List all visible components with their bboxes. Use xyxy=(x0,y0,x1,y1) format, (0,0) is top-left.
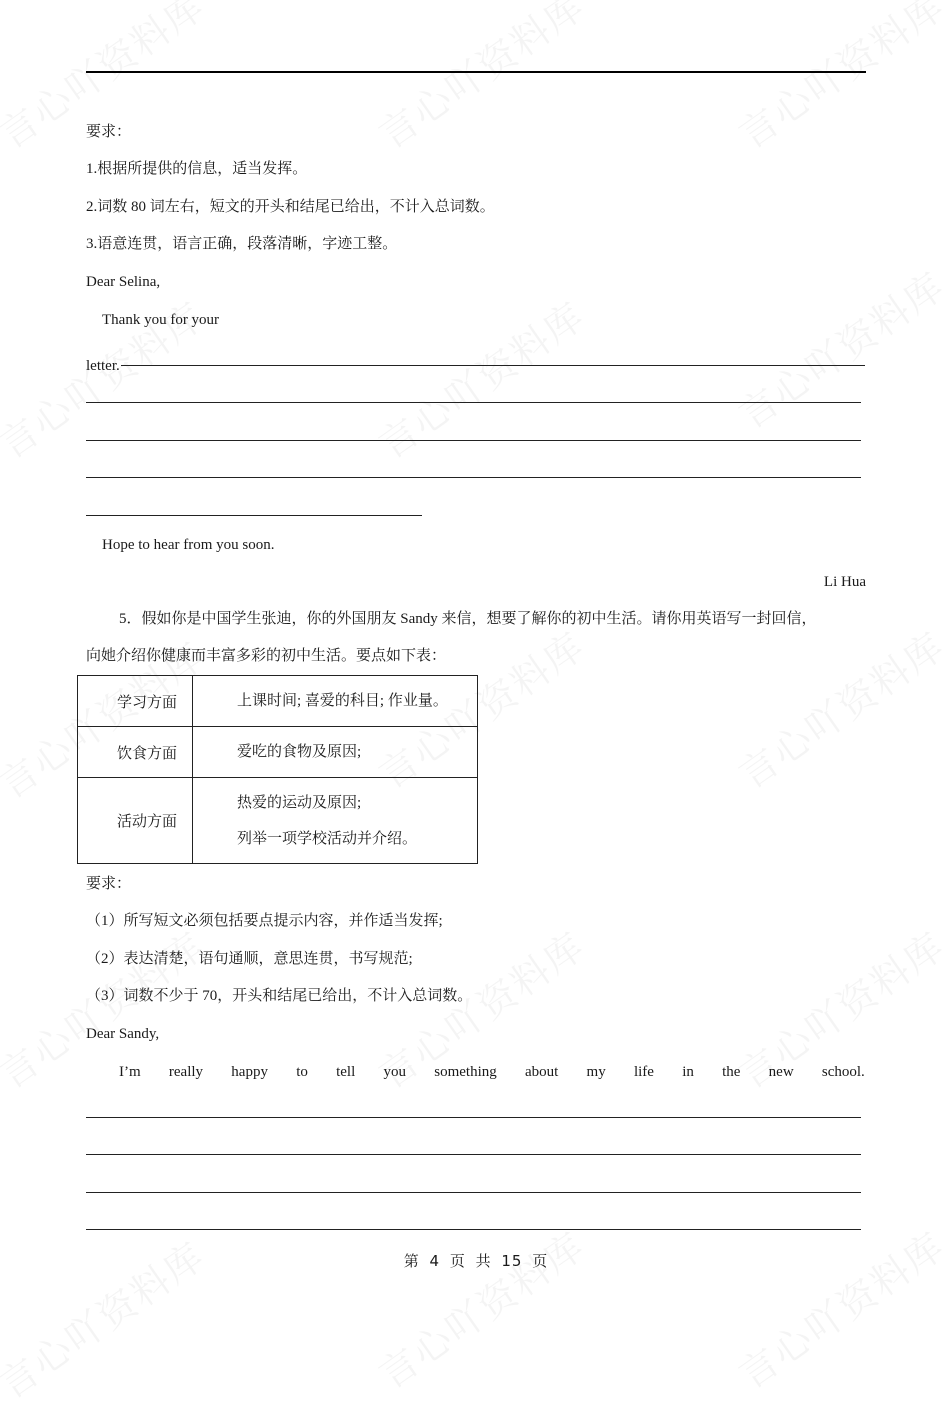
table-cell-points xyxy=(194,676,477,726)
watermark-text xyxy=(726,1216,952,1399)
table-cell-aspect: 活动方面 xyxy=(78,778,193,863)
word: tell xyxy=(336,1064,356,1080)
watermark-text xyxy=(726,0,952,159)
letter-opening: Thank you for your xyxy=(102,312,220,328)
word: my xyxy=(586,1064,606,1080)
word: to xyxy=(296,1064,308,1080)
answer-line xyxy=(86,1117,861,1118)
requirement-item: 1.根据所提供的信息，适当发挥。 xyxy=(86,161,308,177)
key-points-table xyxy=(77,675,478,864)
answer-line xyxy=(86,1229,861,1230)
requirements-title: 要求： xyxy=(86,124,132,140)
answer-line xyxy=(86,477,861,478)
word: I’m xyxy=(119,1064,141,1080)
requirements-title: 要求： xyxy=(86,876,132,892)
table-cell-aspect: 饮食方面 xyxy=(78,727,193,777)
answer-line xyxy=(86,440,861,441)
question-prompt: 向她介绍你健康而丰富多彩的初中生活。要点如下表： xyxy=(86,648,447,664)
requirement-item: （2）表达清楚，语句通顺，意思连贯，书写规范; xyxy=(86,951,413,967)
letter-opening xyxy=(119,1062,865,1082)
answer-line xyxy=(86,1192,861,1193)
answer-line xyxy=(121,365,865,366)
watermark-text xyxy=(366,1216,594,1399)
word: life xyxy=(633,1064,654,1080)
point-item: 热爱的运动及原因; xyxy=(237,794,362,811)
point-item: 爱吃的食物及原因; xyxy=(237,744,362,760)
point-item: 上课时间; 喜爱的科目; 作业量。 xyxy=(237,693,448,709)
requirement-item: 2.词数 80 词左右，短文的开头和结尾已给出，不计入总词数。 xyxy=(86,199,495,215)
letter-salutation: Dear Sandy, xyxy=(86,1026,160,1042)
question-prompt: 5．假如你是中国学生张迪，你的外国朋友 Sandy 来信，想要了解你的初中生活。请你用英语写一封回信， xyxy=(119,611,817,627)
word: in xyxy=(682,1064,694,1080)
table-row xyxy=(78,778,477,863)
table-cell-points xyxy=(194,727,477,777)
watermark-text xyxy=(366,0,594,159)
answer-line xyxy=(86,71,866,73)
table-cell-aspect: 学习方面 xyxy=(78,676,193,726)
word: something xyxy=(434,1064,497,1080)
point-item: 列举一项学校活动并介绍。 xyxy=(237,830,418,847)
word: really xyxy=(168,1064,204,1080)
word: school. xyxy=(821,1064,865,1080)
word: the xyxy=(722,1064,741,1080)
table-row xyxy=(78,676,477,727)
requirement-item: （1）所写短文必须包括要点提示内容，并作适当发挥; xyxy=(86,913,443,929)
requirement-item: （3）词数不少于 70，开头和结尾已给出，不计入总词数。 xyxy=(86,988,473,1004)
watermark-text xyxy=(726,256,952,439)
letter-opening-continued: letter. xyxy=(86,358,120,374)
word: about xyxy=(524,1064,559,1080)
word: new xyxy=(768,1064,794,1080)
watermark-text xyxy=(726,616,952,799)
table-row xyxy=(78,727,477,778)
word: happy xyxy=(231,1064,268,1080)
watermark-text xyxy=(366,286,594,469)
answer-line xyxy=(86,402,861,403)
letter-salutation: Dear Selina, xyxy=(86,274,161,290)
letter-signature: Li Hua xyxy=(823,574,866,590)
word: you xyxy=(383,1064,407,1080)
letter-closing: Hope to hear from you soon. xyxy=(102,537,275,553)
table-cell-points xyxy=(194,778,477,863)
answer-line xyxy=(86,1154,861,1155)
answer-line-short xyxy=(86,515,422,516)
page-number: 第 4 页 共 15 页 xyxy=(403,1252,549,1270)
requirement-item: 3.语意连贯，语言正确，段落清晰，字迹工整。 xyxy=(86,236,398,252)
